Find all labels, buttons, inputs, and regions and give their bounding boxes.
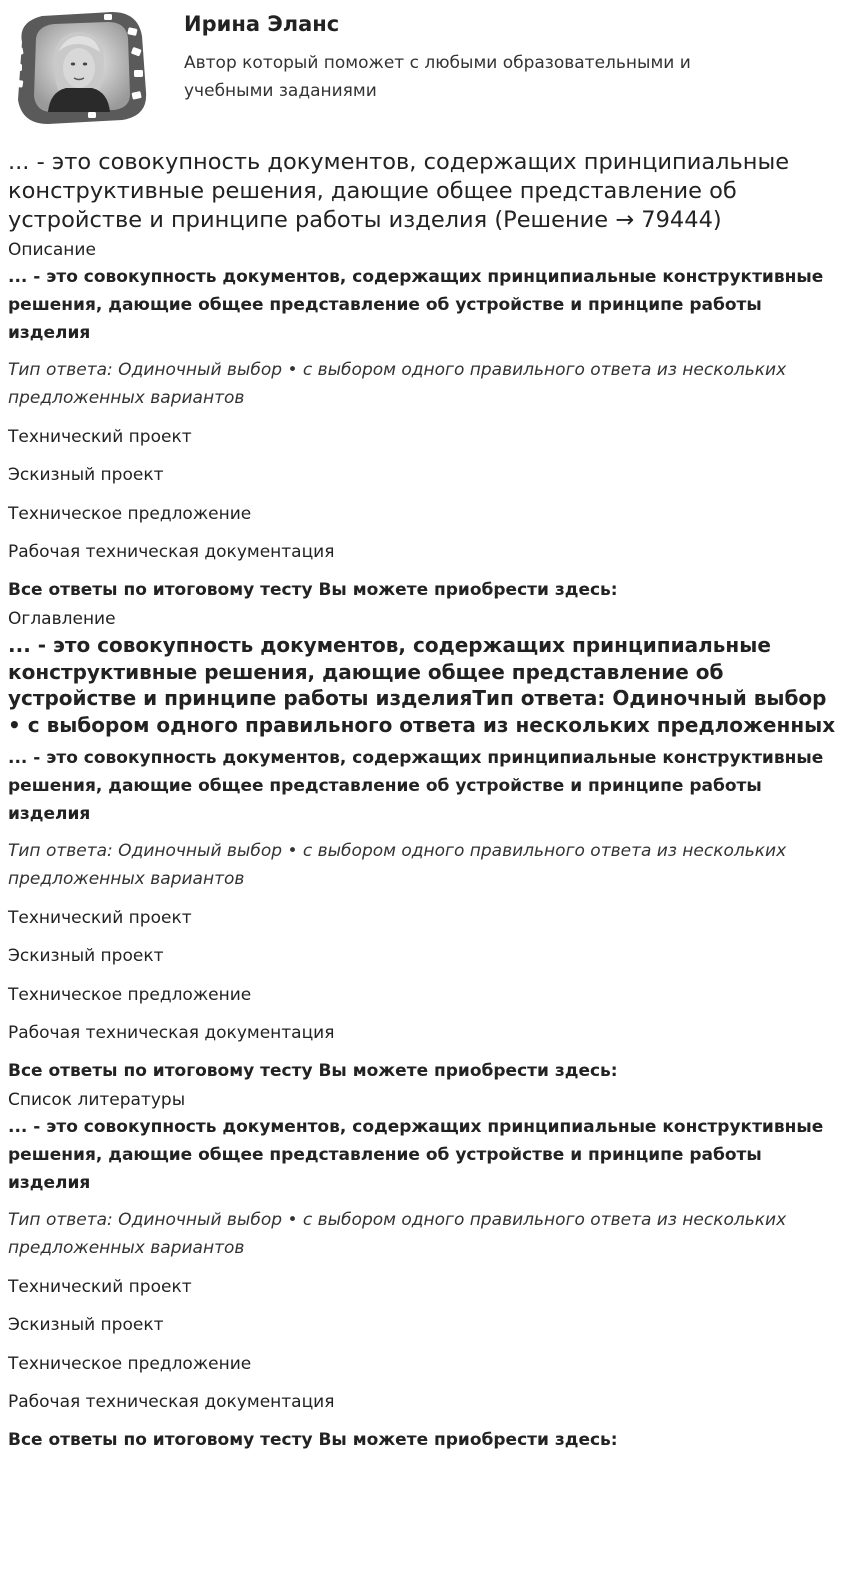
option-item: Технический проект [8,1276,192,1297]
author-name[interactable]: Ирина Эланс [184,12,340,36]
option-item: Техническое предложение [8,503,252,524]
toc-heading: ... - это совокупность документов, содержащих принципиальные конструктивные решения, дающие общее представление об устройстве и принципе работы изделияТип ответа: Одиночный выбор • с выбором одного правильного ответа из нескольких предложенных [8,633,836,737]
options-list [8,904,840,1048]
author-photo-icon [8,8,150,126]
option-item: Технический проект [8,907,192,928]
option-item: Эскизный проект [8,1315,164,1335]
question-text: ... - это совокупность документов, содержащих принципиальные конструктивные решения, дающие общее представление об устройстве и принципе работы изделия [8,748,824,824]
section-label-bibliography: Список литературы [8,1090,186,1110]
option-item: Рабочая техническая документация [8,542,335,562]
option-item: Технический проект [8,426,192,447]
author-avatar[interactable] [8,8,150,126]
bibliography-section [8,1088,840,1454]
buy-answers-note: Все ответы по итоговому тесту Вы можете приобрести здесь: [8,1061,618,1081]
option-item: Техническое предложение [8,984,252,1005]
toc-section [8,607,840,1085]
buy-answers-note: Все ответы по итоговому тесту Вы можете приобрести здесь: [8,1430,618,1450]
buy-answers-note: Все ответы по итоговому тесту Вы можете приобрести здесь: [8,580,618,600]
description-section [8,238,840,604]
option-item: Эскизный проект [8,946,164,966]
article [8,148,840,1454]
question-text: ... - это совокупность документов, содержащих принципиальные конструктивные решения, дающие общее представление об устройстве и принципе работы изделия [8,267,824,343]
option-item: Техническое предложение [8,1353,252,1374]
section-label-description: Описание [8,240,96,260]
options-list [8,1273,840,1417]
page-title: ... - это совокупность документов, содержащих принципиальные конструктивные решения, дающие общее представление об устройстве и принципе работы изделия (Решение → 79444) [8,149,790,233]
options-list [8,423,840,567]
author-bio: Автор который поможет с любыми образовательными и учебными заданиями [184,53,691,101]
question-text: ... - это совокупность документов, содержащих принципиальные конструктивные решения, дающие общее представление об устройстве и принципе работы изделия [8,1117,824,1193]
section-label-toc: Оглавление [8,609,116,629]
option-item: Эскизный проект [8,465,164,485]
answer-type: Тип ответа: Одиночный выбор • с выбором одного правильного ответа из нескольких предложенных вариантов [8,841,787,889]
author-header [0,0,847,140]
answer-type: Тип ответа: Одиночный выбор • с выбором одного правильного ответа из нескольких предложенных вариантов [8,1210,787,1258]
option-item: Рабочая техническая документация [8,1392,335,1412]
answer-type: Тип ответа: Одиночный выбор • с выбором одного правильного ответа из нескольких предложенных вариантов [8,360,787,408]
option-item: Рабочая техническая документация [8,1023,335,1043]
